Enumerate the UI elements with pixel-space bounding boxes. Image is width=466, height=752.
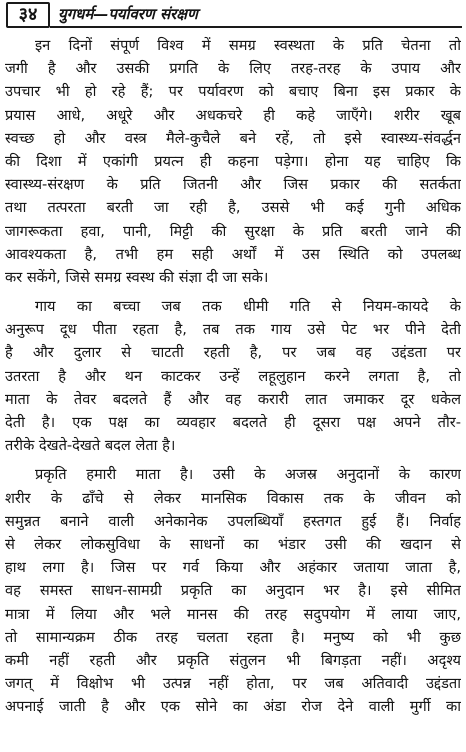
text-line: आवश्यकता है, तभी हम सही अर्थों में उस स्थिति को उपलब्ध (5, 245, 461, 263)
text-line: उतरता है और थन काटकर उन्हें लहूलुहान करने लगता है, तो (5, 367, 461, 385)
body-text (5, 34, 461, 724)
text-line: तरीके देखते-देखते बदल लेता है। (5, 437, 176, 455)
text-line: वह समस्त साधन-सामग्री प्रकृति का अनुदान भर है। इसे सीमित (5, 582, 461, 600)
text-line: उपचार भी हो रहे हैं; पर पर्यावरण को बचाए बिना इस प्रकार के (5, 83, 461, 101)
text-line: शरीर के ढाँचे से लेकर मानसिक विकास तक के जीवन को (5, 489, 461, 507)
paragraph-1 (5, 34, 461, 289)
text-line: समुन्नत बनाने वाली अनेकानेक उपलब्धियाँ हस्तगत हुई हैं। निर्वाह (5, 512, 461, 530)
page-number: ३४ (6, 2, 50, 28)
text-line: तो सामान्यक्रम ठीक तरह चलता रहता है। मनुष्य को भी कुछ (5, 628, 461, 646)
text-line: है और दुलार से चाटती रहती है, पर जब वह उद्दंडता पर (5, 344, 461, 362)
text-line: से लेकर लोकसुविधा के साधनों का भंडार उसी की खदान से (5, 535, 461, 553)
text-line: देती है। एक पक्ष का व्यवहार बदलते ही दूसरा पक्ष अपने तौर- (5, 414, 461, 431)
running-title: युगधर्म—पर्यावरण संरक्षण (58, 5, 198, 23)
text-line: अनुरूप दूध पीता रहता है, तब तक गाय उसे पेट भर पीने देती (5, 321, 461, 339)
text-line: जगी है और उसकी प्रगति के लिए तरह-तरह के उपाय और (5, 60, 461, 78)
text-line: स्वास्थ्य-संरक्षण के प्रति जितनी और जिस प्रकार की सतर्कता (5, 176, 461, 194)
text-line: मात्रा में लिया और भले मानस की तरह सदुपयोग में लाया जाए, (5, 605, 461, 623)
text-line: हाथ लगा है। जिस पर गर्व किया और अहंकार जताया जाता है, (5, 559, 461, 577)
text-line: माता के तेवर बदलते हैं और वह करारी लात जमाकर दूर धकेल (5, 390, 461, 408)
text-line: इन दिनों संपूर्ण विश्व में समग्र स्वस्थता के प्रति चेतना तो (35, 37, 461, 54)
text-line: गाय का बच्चा जब तक धीमी गति से नियम-कायदे के (35, 298, 461, 316)
text-line: जागरूकता हवा, पानी, मिट्टी की सुरक्षा के प्रति बरती जाने की (5, 222, 461, 240)
text-line: स्वच्छ हो और वस्त्र मैले-कुचैले बने रहें, तो इसे स्वास्थ्य-संवर्द्धन (5, 129, 461, 147)
paragraph-2 (5, 295, 461, 457)
text-line: की दिशा में एकांगी प्रयत्न ही कहना पड़ेगा। होना यह चाहिए कि (5, 152, 461, 170)
text-line: जगत् में विक्षोभ भी उत्पन्न नहीं होता, पर जब अतिवादी उद्दंडता (5, 675, 461, 693)
text-line: अपनाई जाती है और एक सोने का अंडा रोज देने वाली मुर्गी का (5, 698, 461, 716)
page-header (6, 2, 462, 30)
text-line: कमी नहीं रहती और प्रकृति संतुलन भी बिगड़ता नहीं। अदृश्य (5, 651, 461, 669)
text-line: तथा तत्परता बरती जा रही है, उससे भी कई गुनी अधिक (5, 199, 461, 217)
text-line: प्रकृति हमारी माता है। उसी के अजस्र अनुदानों के कारण (35, 466, 461, 484)
text-line: कर सकेंगे, जिसे समग्र स्वस्थ की संज्ञा दी जा सके। (5, 268, 269, 286)
paragraph-3 (5, 463, 461, 718)
text-line: प्रयास आधे, अधूरे और अधकचरे ही कहे जाएँगे। शरीर खूब (5, 106, 461, 124)
header-rule (50, 26, 462, 28)
